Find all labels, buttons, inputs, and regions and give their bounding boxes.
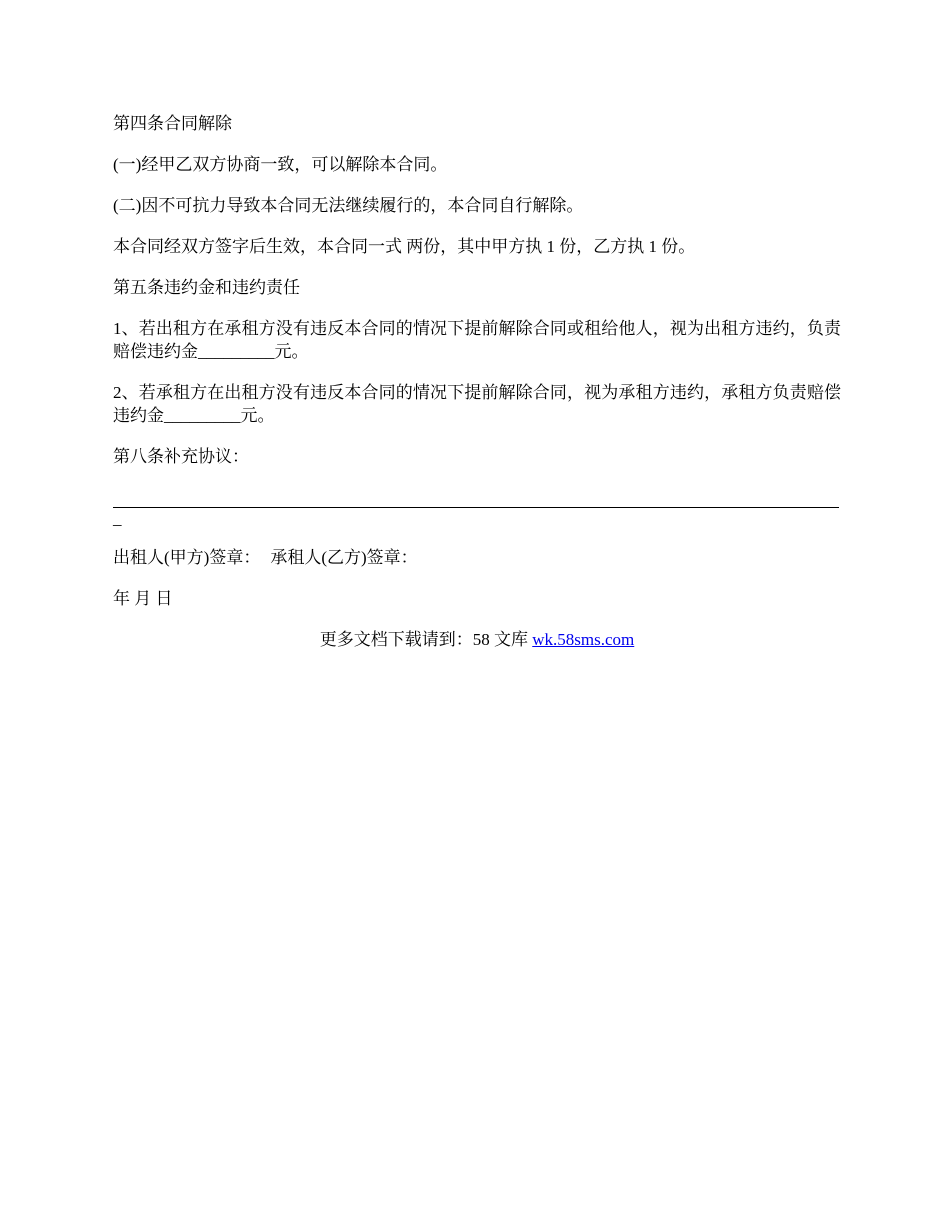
article-4-item-1: (一)经甲乙双方协商一致，可以解除本合同。 (113, 155, 448, 174)
article-5-title: 第五条违约金和违约责任 (113, 278, 300, 297)
footer-text: 更多文档下载请到：58 文库 (319, 630, 533, 649)
article-4-title: 第四条合同解除 (113, 114, 232, 133)
article-8-title: 第八条补充协议： (113, 447, 249, 466)
lessee-signature-label: 承租人(乙方)签章： (270, 548, 418, 567)
supplement-blank-line (113, 485, 839, 508)
article-5-item-2: 2、若承租方在出租方没有违反本合同的情况下提前解除合同，视为承租方违约，承租方负责赔偿违约金_________元。 (113, 383, 841, 425)
article-5-item-1: 1、若出租方在承租方没有违反本合同的情况下提前解除合同或租给他人，视为出租方违约，负责赔偿违约金_________元。 (113, 319, 841, 361)
lessor-signature-label: 出租人(甲方)签章： (113, 548, 261, 567)
signature-line (113, 546, 841, 569)
article-4-item-2: (二)因不可抗力导致本合同无法继续履行的，本合同自行解除。 (113, 196, 584, 215)
document-body (113, 112, 841, 651)
contract-effect-clause: 本合同经双方签字后生效，本合同一式 两份，其中甲方执 1 份，乙方执 1 份。 (113, 237, 696, 256)
date-line: 年 月 日 (113, 589, 173, 608)
footer-link[interactable]: wk.58sms.com (532, 630, 635, 649)
supplement-blank-line-end: _ (113, 509, 122, 528)
footer (113, 628, 841, 651)
